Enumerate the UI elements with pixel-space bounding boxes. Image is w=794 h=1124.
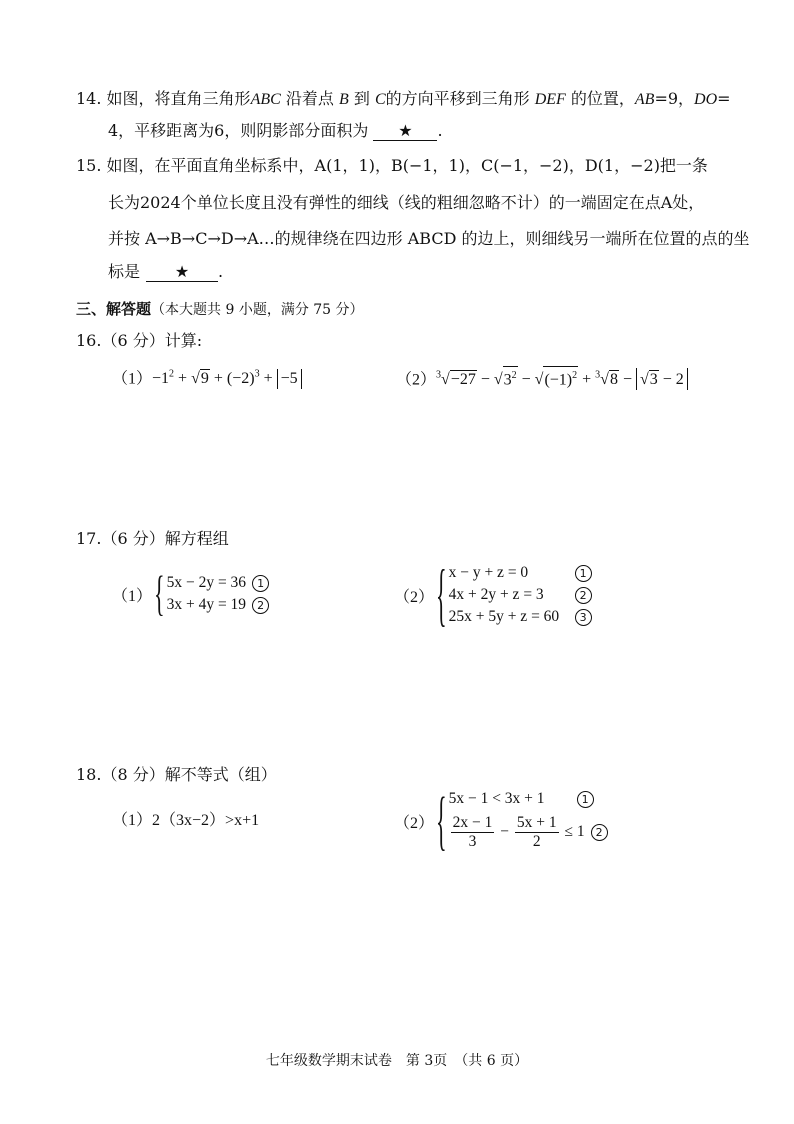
q14-abc: ABC [250,91,281,108]
q14-point-c: C [374,91,386,108]
q15-period: . [218,262,224,281]
q16-p1-label: （1） [112,370,153,388]
circled-number-icon: 2 [575,587,592,604]
fraction [451,814,495,851]
eq-text: 4x + 2y + z = 3 [448,586,544,603]
q17-p1-eq1 [167,572,269,594]
q14-def: DEF [534,91,566,108]
q18-p1-expression: 2（3x−2）>x+1 [152,812,260,829]
q18-system2 [394,782,608,857]
q14-text: =9， [654,89,695,108]
q15-answer-blank[interactable]: ★ [146,263,218,282]
section-title: 三、解答题 [76,300,152,318]
eq-text: 3x + 4y = 19 [166,596,247,613]
q16-header: 16.（6 分）计算: [76,331,203,350]
q18-p2-eq2: $\frac{2x - 1}{3}$ − $\frac{5x + 1}{2}$ ≤ 1 2 [449,810,608,854]
q17-p1-eq2 [167,594,269,616]
q14-number: 14. [76,89,102,108]
q17-p2-label: （2） [394,588,435,606]
q15-line4 [108,261,223,283]
brace-icon: { [436,553,447,634]
denominator: 2 [532,832,541,850]
q15-line2 [108,192,704,214]
q17-p1-label: （1） [112,587,153,605]
eq-text: 25x + 5y + z = 60 [448,608,560,625]
q16-p2-label: （2） [396,371,437,389]
q18-header: 18.（8 分）解不等式（组） [76,765,277,784]
numerator: 5x + 1 [516,813,557,831]
denominator: 3 [468,832,477,850]
q18-p2-eq1 [449,788,608,810]
fraction [515,814,559,851]
q14-answer-blank[interactable]: ★ [373,122,437,141]
circled-number-icon: 1 [252,575,269,592]
q14-text: 的方向平移到三角形 [385,89,535,108]
q15-text: 并按 A→B→C→D→A…的规律绕在四边形 ABCD 的边上，则细线另一端所在位置的点的坐 [108,229,750,248]
q18-p2-label: （2） [394,814,435,832]
q16-p1-expression: $-1^2 + √9 + (-2)^3 + -5$ [152,370,302,387]
q18-p1-label: （1） [112,812,153,829]
q15-text: 如图，在平面直角坐标系中，A(1，1)，B(−1，1)，C(−1，−2)，D(1，−2)把一条 [106,156,708,175]
q15-number: 15. [76,156,102,175]
q14-ab: AB [634,91,655,108]
q16-part2 [396,364,688,391]
q15-line3 [108,228,750,250]
circled-number-icon: 3 [575,609,592,626]
numerator: 2x − 1 [452,813,493,831]
q14-text: 的位置， [565,89,635,108]
q17-header: 17.（6 分）解方程组 [76,529,229,548]
circled-number-icon: 1 [577,791,594,808]
inequality-rhs: ≤ 1 [564,823,585,840]
eq-text: 5x − 2y = 36 [166,574,247,591]
q18-part1 [112,810,259,832]
q14-text: 沿着点 [280,89,339,108]
q14-line2 [108,120,443,142]
section-heading [76,298,364,321]
q16-p2-expression: $^3√-27 - √3^2 - √(-1)^2 + ^3√8 - √3 - 2$ [436,371,688,388]
q14-text: 4，平移距离为6，则阴影部分面积为 [108,121,369,140]
circled-number-icon: 1 [575,565,592,582]
q17-system2 [394,553,592,634]
section-note: （本大题共 9 小题，满分 75 分） [151,302,364,318]
q15-text: 长为2024个单位长度且没有弹性的细线（线的粗细忽略不计）的一端固定在点A处， [108,193,705,212]
q15-line1 [76,155,708,177]
q14-period: . [437,121,443,140]
brace-icon: { [154,565,165,621]
q17-p2-eq2 [449,584,592,606]
q16-part1 [112,364,302,390]
eq-text: 5x − 1 < 3x + 1 [448,790,545,807]
brace-icon: { [436,782,447,857]
q14-text: 如图，将直角三角形 [106,89,251,108]
q17-p2-eq3 [449,606,592,628]
q17-p2-eq1 [449,562,592,584]
page-footer: 七年级数学期末试卷 第 3页 （共 6 页） [265,1053,529,1069]
q14-line1 [76,88,731,111]
circled-number-icon: 2 [591,824,608,841]
q14-text: = [717,89,731,108]
q17-system1 [112,565,269,621]
q15-text: 标是 [108,262,141,281]
q14-point-b: B [338,91,349,108]
eq-text: x − y + z = 0 [448,564,529,581]
q14-do: DO [694,91,718,108]
circled-number-icon: 2 [252,597,269,614]
q14-text: 到 [348,89,375,108]
